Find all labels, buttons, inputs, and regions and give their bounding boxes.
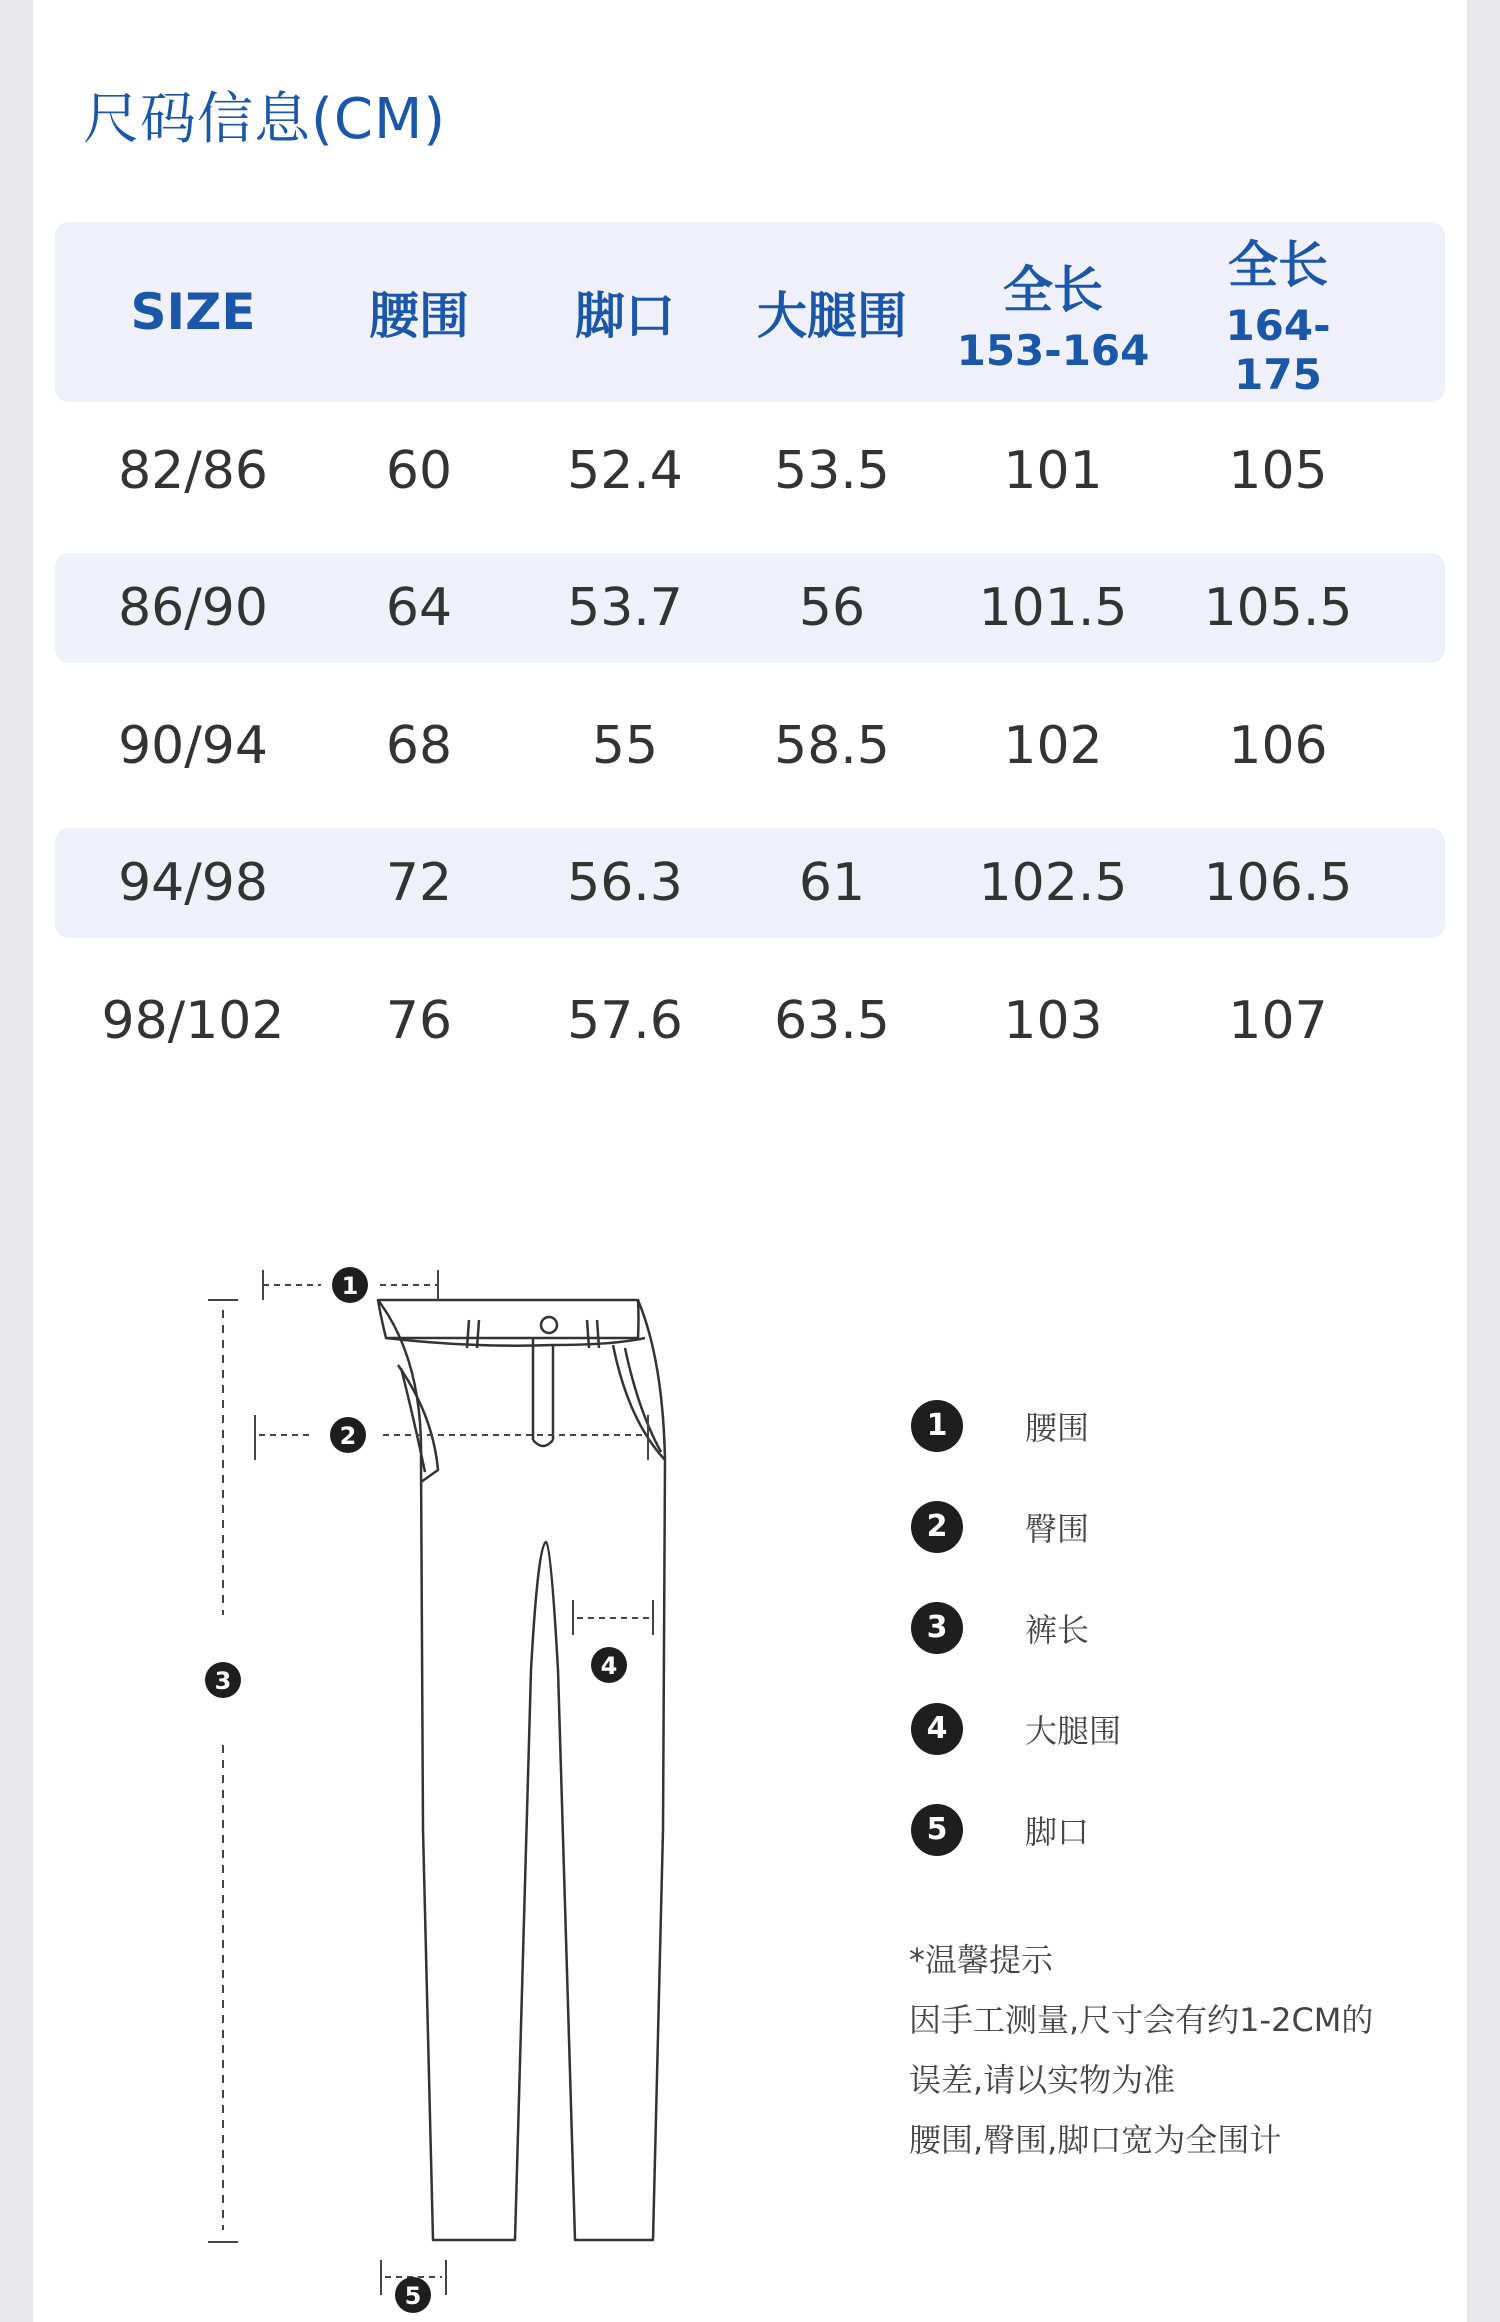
size-chart-card: [33, 0, 1467, 2322]
legend-label: 腰围: [1025, 1408, 1090, 1447]
marker-1-text: 1: [341, 1272, 359, 1300]
measurement-legend: [911, 1375, 1121, 1880]
page-title: 尺码信息(CM): [83, 87, 447, 152]
table-row: [55, 952, 1445, 1089]
table-header: [55, 222, 1445, 402]
table-cell: 107: [1228, 990, 1328, 1051]
table-cell: 105.5: [1203, 578, 1353, 638]
legend-label: 裤长: [1025, 1610, 1090, 1649]
legend-item: [911, 1577, 1121, 1678]
header-size: SIZE: [130, 283, 256, 341]
legend-label: 大腿围: [1025, 1711, 1122, 1750]
table-cell: 68: [385, 715, 453, 776]
table-cell: 98/102: [101, 990, 285, 1051]
table-row: [55, 828, 1445, 938]
table-cell: 58.5: [774, 715, 890, 776]
pants-outline: [378, 1300, 665, 2240]
legend-label: 臀围: [1025, 1509, 1090, 1548]
marker-3: [205, 1662, 241, 1698]
table-cell: 55: [591, 715, 659, 776]
marker-3-text: 3: [214, 1667, 232, 1695]
notes-heading: *温馨提示: [909, 1941, 1054, 1979]
header-length-long: 全长 164-175: [1225, 236, 1331, 399]
marker-1: [332, 1267, 368, 1303]
marker-4-text: 4: [600, 1652, 618, 1680]
table-cell: 90/94: [118, 715, 268, 776]
table-cell: 61: [798, 853, 866, 913]
table-cell: 94/98: [118, 853, 268, 913]
notes-line: 因手工测量,尺寸会有约1-2CM的: [909, 2001, 1374, 2039]
table-row: [55, 553, 1445, 663]
table-cell: 56: [798, 578, 866, 638]
marker-2-text: 2: [339, 1422, 357, 1450]
legend-badge: 5: [911, 1804, 963, 1856]
table-cell: 102: [1003, 715, 1103, 776]
header-waist: 腰围: [369, 287, 469, 345]
legend-item: [911, 1375, 1121, 1476]
table-row: [55, 402, 1445, 539]
legend-badge: 1: [911, 1400, 963, 1452]
marker-4: [591, 1647, 627, 1683]
table-cell: 57.6: [567, 990, 683, 1051]
pants-diagram: [214, 1220, 703, 2310]
table-cell: 52.4: [567, 440, 683, 501]
legend-badge: 4: [911, 1703, 963, 1755]
table-cell: 53.7: [567, 578, 683, 638]
table-cell: 106: [1228, 715, 1328, 776]
table-cell: 63.5: [774, 990, 890, 1051]
diagram-markers: [205, 1267, 627, 2313]
legend-badge: 3: [911, 1602, 963, 1654]
table-cell: 60: [385, 440, 453, 501]
table-cell: 106.5: [1203, 853, 1353, 913]
legend-badge: 2: [911, 1501, 963, 1553]
notes-line: 误差,请以实物为准: [909, 2061, 1176, 2099]
table-row: [55, 677, 1445, 814]
marker-5: [395, 2277, 431, 2313]
legend-item: [911, 1476, 1121, 1577]
table-cell: 64: [385, 578, 453, 638]
table-cell: 102.5: [978, 853, 1128, 913]
marker-5-text: 5: [404, 2282, 422, 2310]
table-cell: 105: [1228, 440, 1328, 501]
table-cell: 72: [385, 853, 453, 913]
table-cell: 101: [1003, 440, 1103, 501]
header-thigh: 大腿围: [757, 287, 907, 345]
legend-item: [911, 1779, 1121, 1880]
table-cell: 76: [385, 990, 453, 1051]
legend-item: [911, 1678, 1121, 1779]
notes: [909, 1930, 1373, 2170]
table-cell: 82/86: [118, 440, 268, 501]
notes-line: 腰围,臀围,脚口宽为全围计: [909, 2121, 1282, 2159]
table-cell: 53.5: [774, 440, 890, 501]
marker-2: [330, 1417, 366, 1453]
table-cell: 86/90: [118, 578, 268, 638]
legend-label: 脚口: [1025, 1812, 1090, 1851]
table-cell: 56.3: [567, 853, 683, 913]
table-cell: 101.5: [978, 578, 1128, 638]
table-cell: 103: [1003, 990, 1103, 1051]
header-length-short: 全长 153-164: [956, 260, 1150, 375]
header-hem: 脚口: [575, 287, 675, 345]
size-table: [55, 222, 1445, 1089]
